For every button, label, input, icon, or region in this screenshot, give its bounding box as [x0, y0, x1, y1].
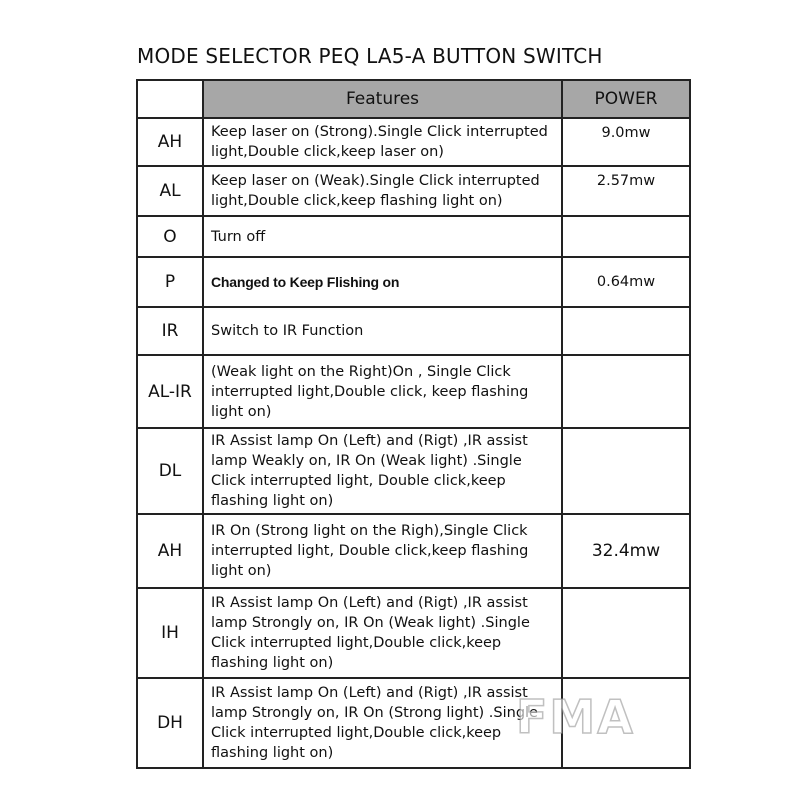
table-row — [137, 428, 690, 514]
mode-cell: DL — [137, 428, 203, 514]
table-row — [137, 678, 690, 768]
page-title: MODE SELECTOR PEQ LA5-A BUTTON SWITCH — [137, 44, 603, 68]
mode-cell: AL — [137, 166, 203, 216]
feature-cell: Changed to Keep Flishing on — [203, 257, 562, 307]
power-cell — [562, 355, 690, 428]
power-cell: 0.64mw — [562, 257, 690, 307]
table-row — [137, 257, 690, 307]
feature-cell: IR On (Strong light on the Righ),Single Click interrupted light, Double click,keep flashing light on) — [203, 514, 562, 588]
table-row — [137, 307, 690, 355]
feature-cell: Keep laser on (Weak).Single Click interrupted light,Double click,keep flashing light on) — [203, 166, 562, 216]
fma-watermark-logo: FMA — [516, 690, 635, 744]
mode-cell: IH — [137, 588, 203, 678]
table-row — [137, 166, 690, 216]
power-cell: 2.57mw — [562, 166, 690, 216]
table-row — [137, 514, 690, 588]
mode-cell: P — [137, 257, 203, 307]
header-mode-cell — [137, 80, 203, 118]
feature-cell: Keep laser on (Strong).Single Click interrupted light,Double click,keep laser on) — [203, 118, 562, 166]
feature-cell: IR Assist lamp On (Left) and (Rigt) ,IR assist lamp Weakly on, IR On (Weak light) .Single Click interrupted light, Double click,keep flashing light on) — [203, 428, 562, 514]
power-cell — [562, 428, 690, 514]
table-row — [137, 118, 690, 166]
power-cell — [562, 678, 690, 768]
mode-cell: O — [137, 216, 203, 257]
table-row — [137, 355, 690, 428]
table-header-row — [137, 80, 690, 118]
table-row — [137, 216, 690, 257]
mode-cell: AH — [137, 514, 203, 588]
feature-cell: (Weak light on the Right)On , Single Click interrupted light,Double click, keep flashing light on) — [203, 355, 562, 428]
mode-cell: AH — [137, 118, 203, 166]
mode-cell: DH — [137, 678, 203, 768]
power-cell: 32.4mw — [562, 514, 690, 588]
mode-table — [136, 79, 691, 769]
power-cell — [562, 216, 690, 257]
header-power: POWER — [562, 80, 690, 118]
mode-cell: IR — [137, 307, 203, 355]
feature-cell: Switch to IR Function — [203, 307, 562, 355]
feature-cell: IR Assist lamp On (Left) and (Rigt) ,IR assist lamp Strongly on, IR On (Strong light) .Single Click interrupted light,Double click,keep flashing light on) — [203, 678, 562, 768]
table-row — [137, 588, 690, 678]
mode-cell: AL-IR — [137, 355, 203, 428]
feature-cell: IR Assist lamp On (Left) and (Rigt) ,IR assist lamp Strongly on, IR On (Weak light) .Single Click interrupted light,Double click,keep flashing light on) — [203, 588, 562, 678]
power-cell — [562, 307, 690, 355]
header-features: Features — [203, 80, 562, 118]
power-cell: 9.0mw — [562, 118, 690, 166]
power-cell — [562, 588, 690, 678]
feature-cell: Turn off — [203, 216, 562, 257]
